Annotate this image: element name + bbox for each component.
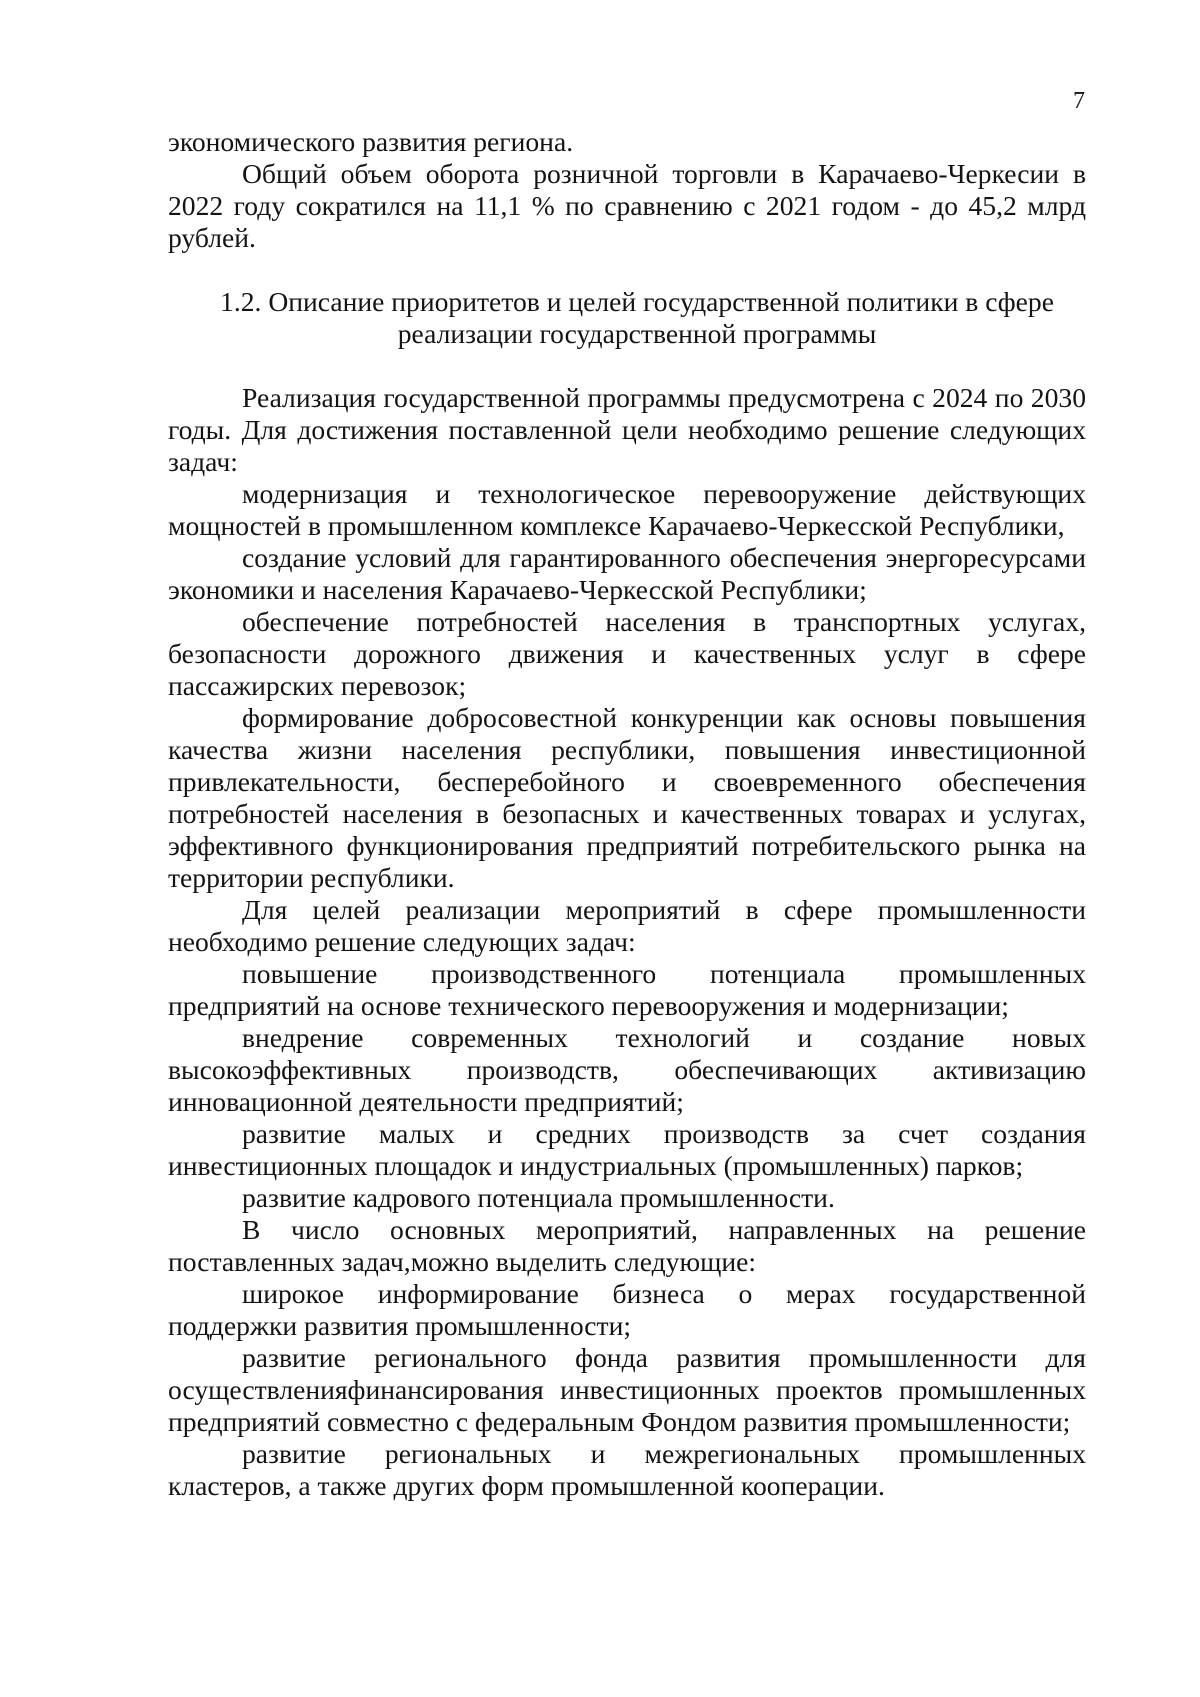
paragraph: создание условий для гарантированного обеспечения энергоресурсами экономики и населения Карачаево-Черкесской Республики; xyxy=(168,542,1086,605)
paragraph: формирование добросовестной конкуренции как основы повышения качества жизни населения республики, повышения инвестиционной привлекательности, бесперебойного и своевременного обеспечения потребностей населения в безопасных и качественных товарах и услугах, эффективного функционирования предприятий потребительского рынка на территории республики. xyxy=(168,702,1086,893)
paragraph: повышение производственного потенциала промышленных предприятий на основе технического перевооружения и модернизации; xyxy=(168,958,1086,1021)
paragraph-retail-turnover: Общий объем оборота розничной торговли в Карачаево-Черкесии в 2022 году сократился на 11,1 % по сравнению с 2021 годом - до 45,2 млрд рублей. xyxy=(168,158,1086,253)
section-heading-line-1: 1.2. Описание приоритетов и целей государственной политики в сфере xyxy=(220,286,1054,317)
paragraph: Реализация государственной программы предусмотрена с 2024 по 2030 годы. Для достижения поставленной цели необходимо решение следующих задач: xyxy=(168,382,1086,477)
paragraph: развитие кадрового потенциала промышленности. xyxy=(242,1182,835,1213)
paragraph: обеспечение потребностей населения в транспортных услугах, безопасности дорожного движения и качественных услуг в сфере пассажирских перевозок; xyxy=(168,606,1086,701)
page-number: 7 xyxy=(1073,88,1085,114)
paragraph-continuation: экономического развития региона. xyxy=(168,126,574,157)
paragraph: модернизация и технологическое перевооружение действующих мощностей в промышленном комплексе Карачаево-Черкесской Республики, xyxy=(168,478,1086,541)
paragraph: широкое информирование бизнеса о мерах государственной поддержки развития промышленности; xyxy=(168,1278,1086,1341)
paragraph: развитие малых и средних производств за счет создания инвестиционных площадок и индустриальных (промышленных) парков; xyxy=(168,1118,1086,1181)
paragraph: внедрение современных технологий и создание новых высокоэффективных производств, обеспечивающих активизацию инновационной деятельности предприятий; xyxy=(168,1022,1086,1117)
section-heading-line-2: реализации государственной программы xyxy=(397,318,877,349)
paragraph: развитие регионального фонда развития промышленности для осуществленияфинансирования инвестиционных проектов промышленных предприятий совместно с федеральным Фондом развития промышленности; xyxy=(168,1342,1086,1437)
paragraph: В число основных мероприятий, направленных на решение поставленных задач,можно выделить следующие: xyxy=(168,1214,1086,1277)
paragraph: Для целей реализации мероприятий в сфере промышленности необходимо решение следующих задач: xyxy=(168,894,1086,957)
section-heading xyxy=(168,286,1086,350)
paragraph: развитие региональных и межрегиональных промышленных кластеров, а также других форм промышленной кооперации. xyxy=(168,1438,1086,1501)
document-body xyxy=(168,126,1086,1502)
